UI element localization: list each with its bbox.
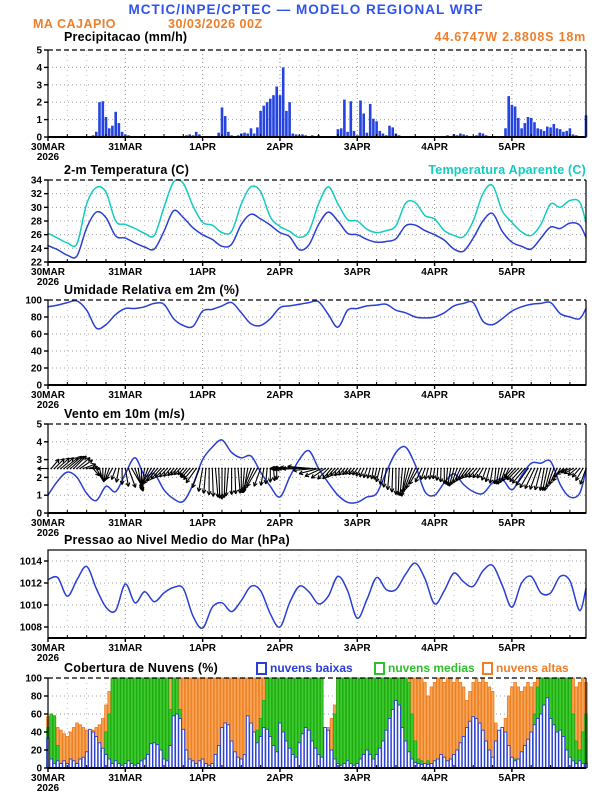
svg-text:4APR: 4APR [421, 142, 448, 153]
svg-text:2APR: 2APR [266, 643, 294, 654]
legend-low-clouds-label: nuvens baixas [270, 661, 353, 675]
svg-text:1APR: 1APR [189, 142, 216, 153]
svg-text:5APR: 5APR [498, 643, 526, 654]
svg-text:31MAR: 31MAR [108, 643, 143, 654]
cloud-panel-title: Cobertura de Nuvens (%) [64, 661, 218, 675]
svg-text:1APR: 1APR [189, 773, 216, 784]
svg-text:31MAR: 31MAR [108, 142, 143, 153]
svg-text:1APR: 1APR [189, 267, 216, 278]
svg-text:1APR: 1APR [189, 390, 216, 401]
svg-text:80: 80 [30, 691, 42, 703]
svg-text:34: 34 [30, 175, 42, 187]
svg-text:30MAR: 30MAR [31, 643, 65, 654]
svg-text:28: 28 [30, 216, 42, 228]
svg-text:2: 2 [36, 97, 42, 109]
svg-text:4: 4 [36, 62, 42, 74]
svg-text:5APR: 5APR [498, 773, 526, 784]
svg-text:2: 2 [36, 472, 42, 484]
svg-text:5APR: 5APR [498, 518, 526, 529]
svg-text:3APR: 3APR [343, 518, 371, 529]
svg-text:100: 100 [25, 673, 42, 685]
svg-text:3APR: 3APR [343, 643, 371, 654]
svg-text:31MAR: 31MAR [108, 773, 143, 784]
svg-text:30MAR: 30MAR [31, 518, 65, 529]
svg-text:2APR: 2APR [266, 390, 294, 401]
svg-text:40: 40 [30, 727, 42, 739]
legend-mid-clouds-label: nuvens medias [388, 661, 475, 675]
svg-text:5APR: 5APR [498, 267, 526, 278]
svg-text:24: 24 [30, 243, 42, 255]
model-run-time: 30/03/2026 00Z [168, 17, 263, 31]
svg-text:3APR: 3APR [343, 142, 371, 153]
svg-text:40: 40 [30, 346, 42, 358]
svg-text:2026: 2026 [36, 400, 60, 411]
humidity-panel-title: Umidade Relativa em 2m (%) [64, 283, 240, 297]
svg-text:2026: 2026 [36, 653, 60, 664]
svg-text:2APR: 2APR [266, 773, 294, 784]
svg-text:1012: 1012 [19, 578, 42, 590]
svg-text:31MAR: 31MAR [108, 390, 143, 401]
temp-panel-title: 2-m Temperatura (C) [64, 163, 190, 177]
svg-text:0: 0 [36, 132, 42, 144]
svg-text:1APR: 1APR [189, 643, 216, 654]
station-name: MA CAJAPIO [33, 17, 117, 31]
svg-text:2026: 2026 [36, 277, 60, 288]
svg-text:60: 60 [30, 709, 42, 721]
svg-text:30MAR: 30MAR [31, 142, 65, 153]
apparent-temp-legend: Temperatura Aparente (C) [428, 163, 586, 177]
svg-text:4: 4 [36, 437, 42, 449]
svg-text:4APR: 4APR [421, 773, 448, 784]
svg-text:22: 22 [30, 257, 42, 269]
svg-text:30MAR: 30MAR [31, 773, 65, 784]
svg-text:5: 5 [36, 45, 42, 57]
svg-text:3: 3 [36, 455, 42, 467]
svg-text:3: 3 [36, 80, 42, 92]
svg-text:4APR: 4APR [421, 518, 448, 529]
svg-text:30: 30 [30, 202, 42, 214]
svg-text:32: 32 [30, 189, 42, 201]
svg-text:2026: 2026 [36, 528, 60, 539]
svg-text:26: 26 [30, 230, 42, 242]
svg-text:30MAR: 30MAR [31, 390, 65, 401]
svg-text:1: 1 [36, 490, 42, 502]
svg-text:4APR: 4APR [421, 643, 448, 654]
station-coordinates: 44.6747W 2.8808S 18m [434, 30, 586, 44]
svg-text:2APR: 2APR [266, 518, 294, 529]
page-title: MCTIC/INPE/CPTEC — MODELO REGIONAL WRF [128, 2, 484, 17]
svg-text:30MAR: 30MAR [31, 267, 65, 278]
precip-panel-title: Precipitacao (mm/h) [64, 30, 188, 44]
svg-text:3APR: 3APR [343, 773, 371, 784]
svg-text:4APR: 4APR [421, 390, 448, 401]
svg-text:1014: 1014 [19, 556, 42, 568]
svg-text:20: 20 [30, 745, 42, 757]
pressure-panel-title: Pressao ao Nivel Medio do Mar (hPa) [64, 533, 290, 547]
svg-text:100: 100 [25, 295, 42, 307]
svg-text:2APR: 2APR [266, 142, 294, 153]
svg-text:5APR: 5APR [498, 142, 526, 153]
svg-text:0: 0 [36, 380, 42, 392]
svg-text:3APR: 3APR [343, 267, 371, 278]
svg-text:1APR: 1APR [189, 518, 216, 529]
svg-text:0: 0 [36, 763, 42, 775]
svg-text:2APR: 2APR [266, 267, 294, 278]
svg-text:60: 60 [30, 329, 42, 341]
legend-high-clouds-label: nuvens altas [496, 661, 569, 675]
svg-text:1008: 1008 [19, 622, 42, 634]
svg-text:3APR: 3APR [343, 390, 371, 401]
svg-text:1010: 1010 [19, 600, 42, 612]
svg-text:4APR: 4APR [421, 267, 448, 278]
svg-text:31MAR: 31MAR [108, 518, 143, 529]
svg-text:2026: 2026 [36, 152, 60, 163]
svg-text:5: 5 [36, 419, 42, 431]
svg-text:2026: 2026 [36, 783, 60, 792]
svg-text:31MAR: 31MAR [108, 267, 143, 278]
svg-text:0: 0 [36, 508, 42, 520]
svg-text:20: 20 [30, 363, 42, 375]
svg-text:1: 1 [36, 115, 42, 127]
svg-text:5APR: 5APR [498, 390, 526, 401]
wind-panel-title: Vento em 10m (m/s) [64, 407, 186, 421]
svg-text:80: 80 [30, 312, 42, 324]
